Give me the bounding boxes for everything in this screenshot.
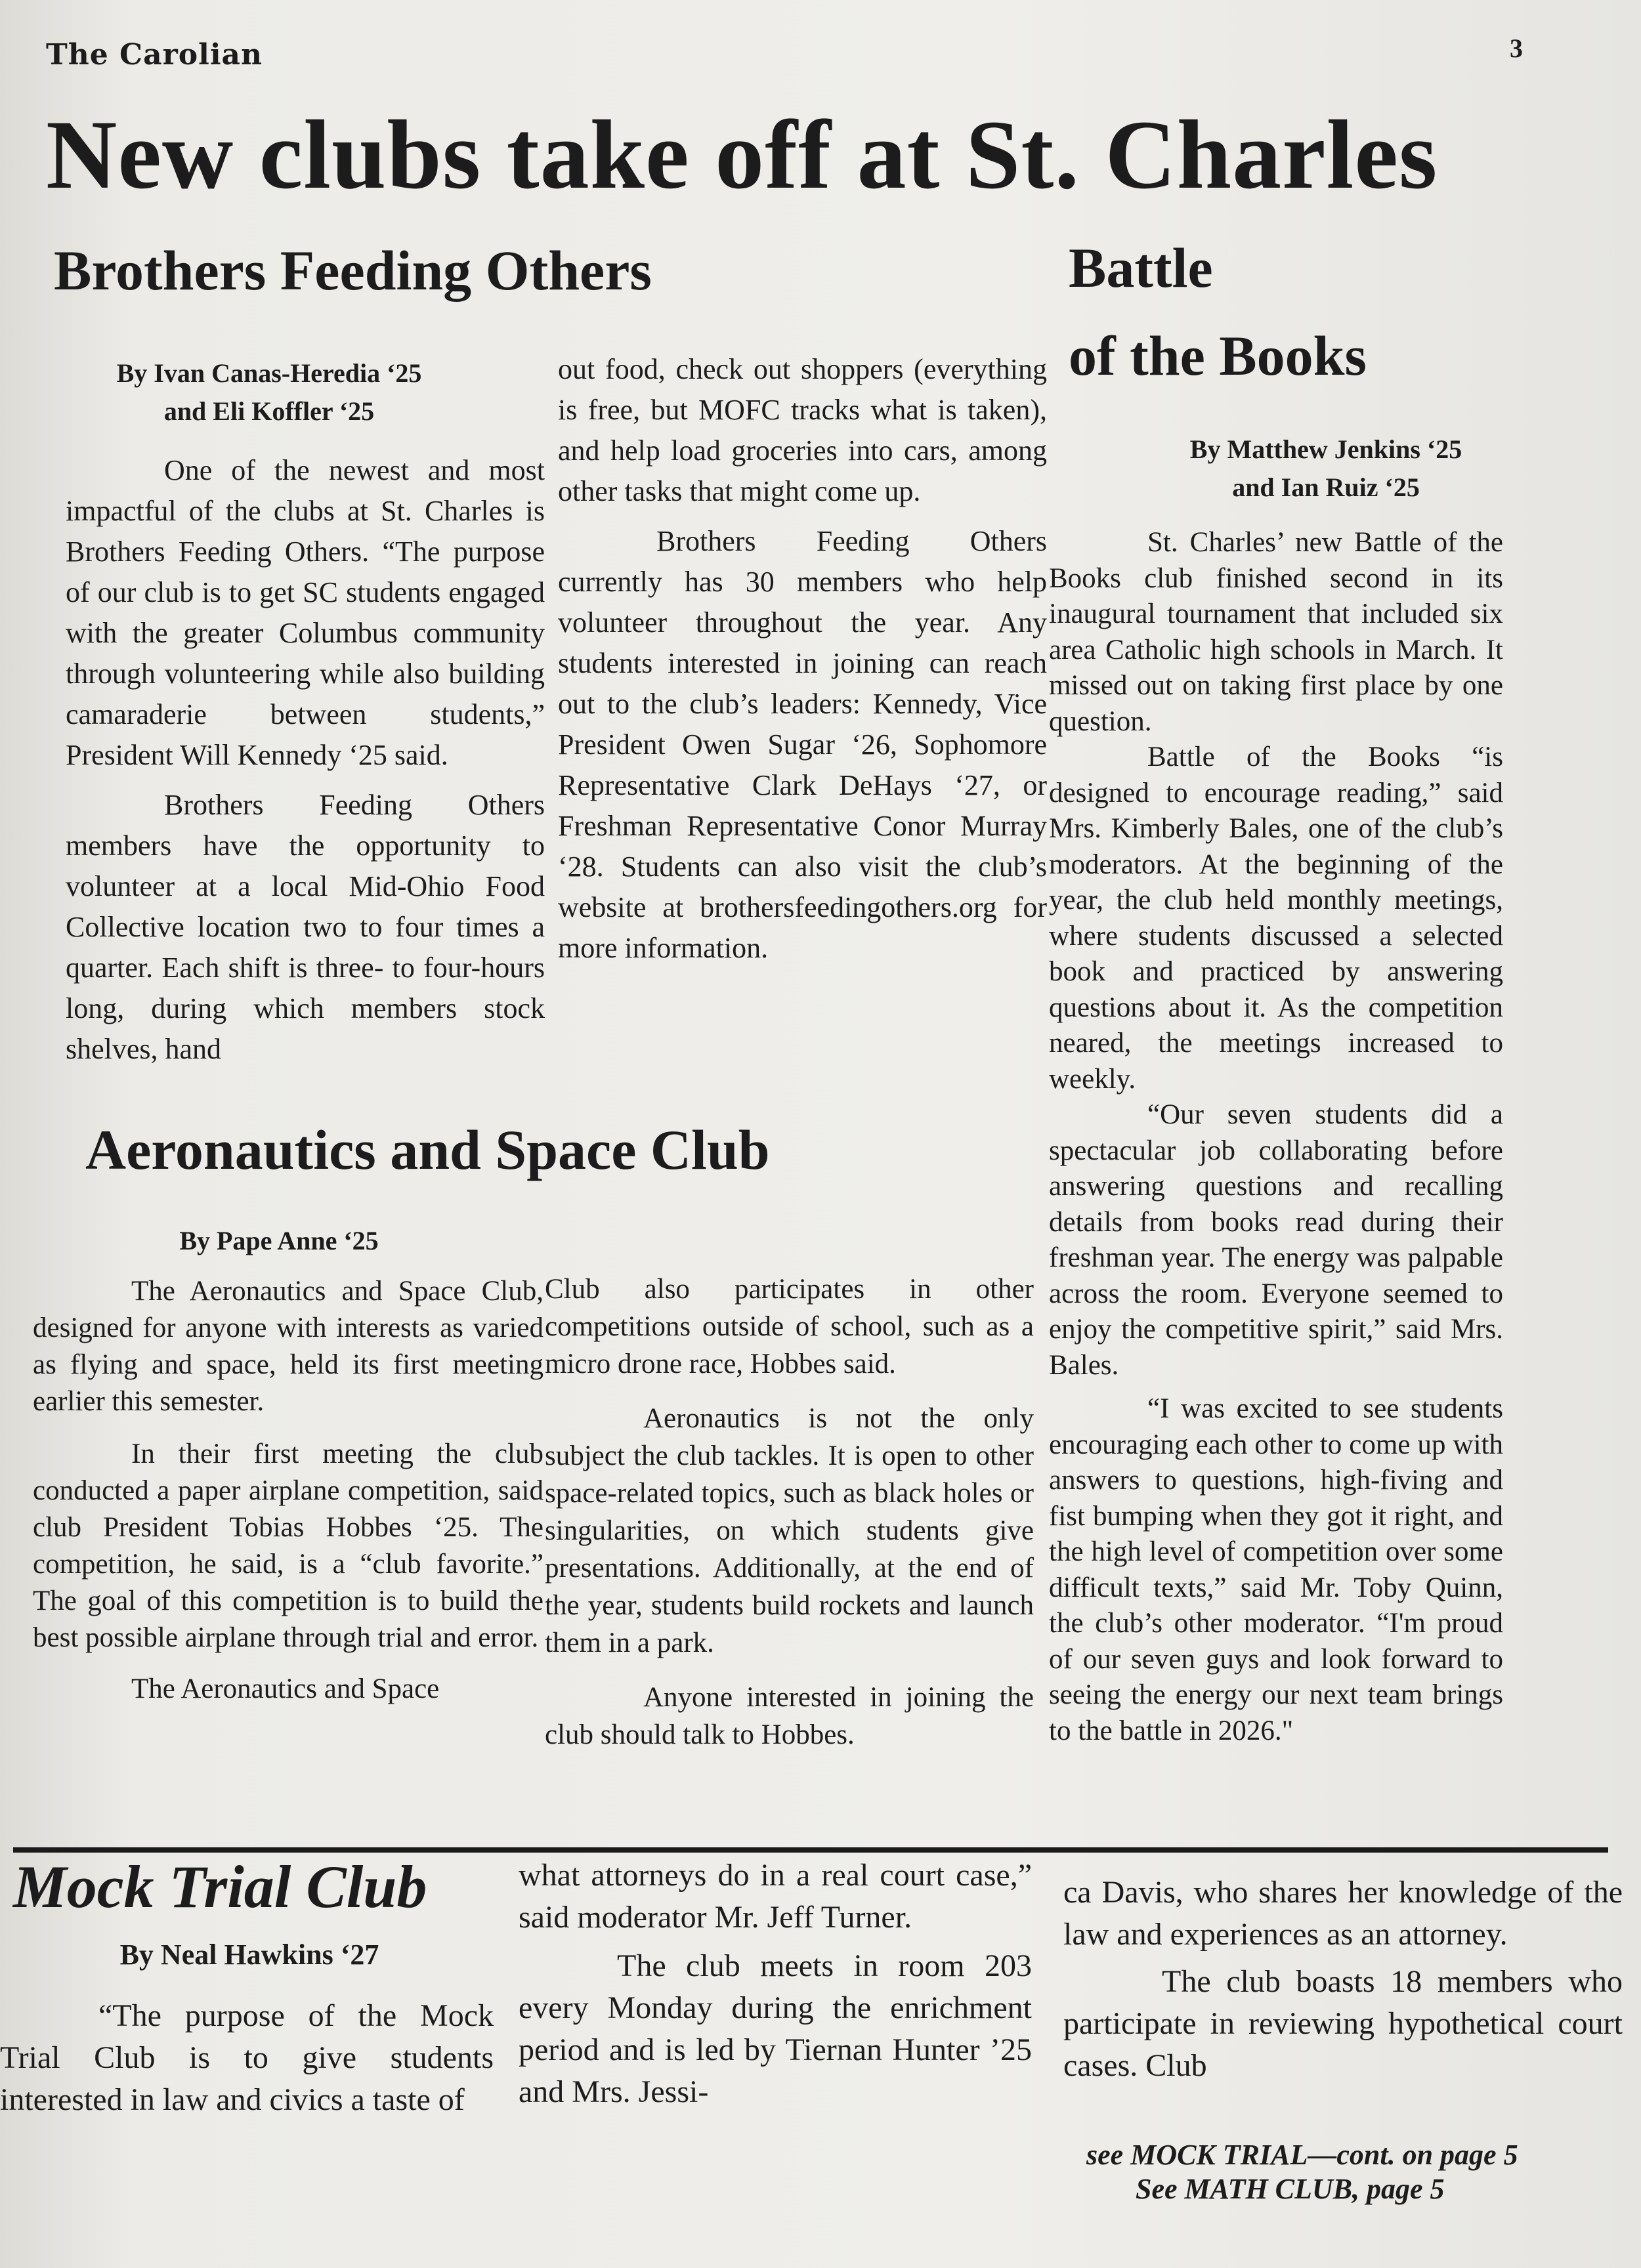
bfo-paragraph-1: One of the newest and most impactful of the clubs at St. Charles is Brothers Feeding Others. “The purpose of our club is to get SC students engaged with the greater Columbus community through volunteering while also building camaraderie between students,” President Will Kennedy ‘25 said. (66, 454, 545, 771)
botb-column (1049, 525, 1503, 1749)
asc-paragraph-4: Club also participates in other competitions outside of school, such as a micro drone race, Hobbes said. (545, 1274, 1034, 1379)
mock-paragraph-5: The club boasts 18 members who participate in reviewing hypothetical court cases. Club (1063, 1964, 1623, 2083)
asc-paragraph-6: Anyone interested in joining the club should talk to Hobbes. (545, 1682, 1034, 1750)
botb-byline-line-1: By Matthew Jenkins ‘25 (1189, 434, 1462, 464)
bfo-paragraph-3: out food, check out shoppers (everything is free, but MOFC tracks what is taken), and help load groceries into cars, among other tasks that might come up. (558, 353, 1047, 507)
asc-paragraph-2: In their first meeting the club conducted a paper airplane competition, said club President Tobias Hobbes ‘25. The competition, he said, is a “club favorite.” The goal of this competition is to build the best possible airplane through trial and error. (33, 1438, 543, 1653)
botb-paragraph-4: “I was excited to see students encouraging each other to come up with answers to questions, high-fiving and fist bumping when they got it right, and the high level of competition over some difficult texts,” said Mr. Toby Quinn, the club’s other moderator. “I'm proud of our seven guys and look forward to seeing the energy our next team brings to the battle in 2026." (1049, 1393, 1503, 1746)
bfo-byline-line-2: and Eli Koffler ‘25 (163, 396, 375, 426)
botb-paragraph-3: “Our seven students did a spectacular job collaborating before answering questions and recalling details from books read during their freshman year. The energy was palpable across the room. Everyone seemed to enjoy the competitive spirit,” said Mrs. Bales. (1049, 1099, 1503, 1381)
math-club-continuation-note: See MATH CLUB, page 5 (1136, 2173, 1445, 2205)
botb-paragraph-2: Battle of the Books “is designed to encourage reading,” said Mrs. Kimberly Bales, one of the club’s moderators. At the beginning of the year, the club held monthly meetings, where students discussed a selected book and practiced by answering questions about it. As the competition neared, the meetings increased to weekly. (1049, 742, 1503, 1095)
mock-column-2 (519, 1855, 1032, 2113)
asc-column-1 (33, 1273, 543, 1708)
bfo-column-1 (66, 450, 545, 1070)
bfo-paragraph-2: Brothers Feeding Others members have the opportunity to volunteer at a local Mid-Ohio Food Collective location two to four times a quarter. Each shift is three- to four-hours long, during which members stock shelves, hand (66, 789, 545, 1065)
mock-paragraph-2: what attorneys do in a real court case,” said moderator Mr. Jeff Turner. (519, 1858, 1032, 1935)
asc-paragraph-5: Aeronautics is not the only subject the club tackles. It is open to other space-related topics, such as black holes or singularities, on which students give presentations. Additionally, at the end of the year, students build rockets and launch them in a park. (545, 1403, 1034, 1658)
mock-title: Mock Trial Club (13, 1853, 427, 1920)
bfo-byline-line-1: By Ivan Canas-Heredia ‘25 (116, 358, 422, 388)
botb-byline (1076, 430, 1575, 507)
asc-paragraph-1: The Aeronautics and Space Club, designed for anyone with interests as varied as flying and space, held its first meeting earlier this semester. (33, 1276, 543, 1417)
bfo-paragraph-4: Brothers Feeding Others currently has 30 members who help volunteer throughout the year. Any students interested in joining can reach out to the club’s leaders: Kennedy, Vice President Owen Sugar ‘26, Sophomore Representative Clark DeHays ‘27, or Freshman Representative Conor Murray ‘28. Students can also visit the club’s website at brothersfeedingothers.org for more information. (558, 525, 1047, 964)
asc-title: Aeronautics and Space Club (85, 1118, 770, 1181)
bfo-byline (66, 354, 473, 430)
asc-paragraph-3: The Aeronautics and Space (131, 1673, 440, 1704)
mock-paragraph-3: The club meets in room 203 every Monday during the enrichment period and is led by Tiernan Hunter ’25 and Mrs. Jessi- (519, 1948, 1032, 2109)
botb-paragraph-1: St. Charles’ new Battle of the Books club finished second in its inaugural tournament that included six area Catholic high schools in March. It missed out on taking first place by one question. (1049, 527, 1503, 737)
mock-column-1 (0, 1995, 494, 2121)
mock-paragraph-4: ca Davis, who shares her knowledge of the law and experiences as an attorney. (1063, 1875, 1623, 1952)
page-number: 3 (1510, 33, 1523, 63)
masthead: The Carolian (46, 38, 263, 72)
mock-paragraph-1: “The purpose of the Mock Trial Club is to give students interested in law and civics a taste of (0, 1998, 494, 2117)
botb-title-line-2: of the Books (1069, 324, 1367, 387)
asc-byline: By Pape Anne ‘25 (179, 1226, 379, 1255)
botb-byline-line-2: and Ian Ruiz ‘25 (1232, 472, 1420, 502)
asc-column-2 (545, 1270, 1034, 1754)
mock-byline: By Neal Hawkins ‘27 (119, 1939, 379, 1971)
mock-column-3 (1063, 1872, 1623, 2087)
mock-continuation-note: see MOCK TRIAL—cont. on page 5 (1086, 2139, 1518, 2171)
bfo-column-2 (558, 349, 1047, 969)
page-headline: New clubs take off at St. Charles (46, 100, 1438, 209)
bfo-title: Brothers Feeding Others (54, 239, 652, 302)
botb-title-line-1: Battle (1069, 236, 1213, 299)
